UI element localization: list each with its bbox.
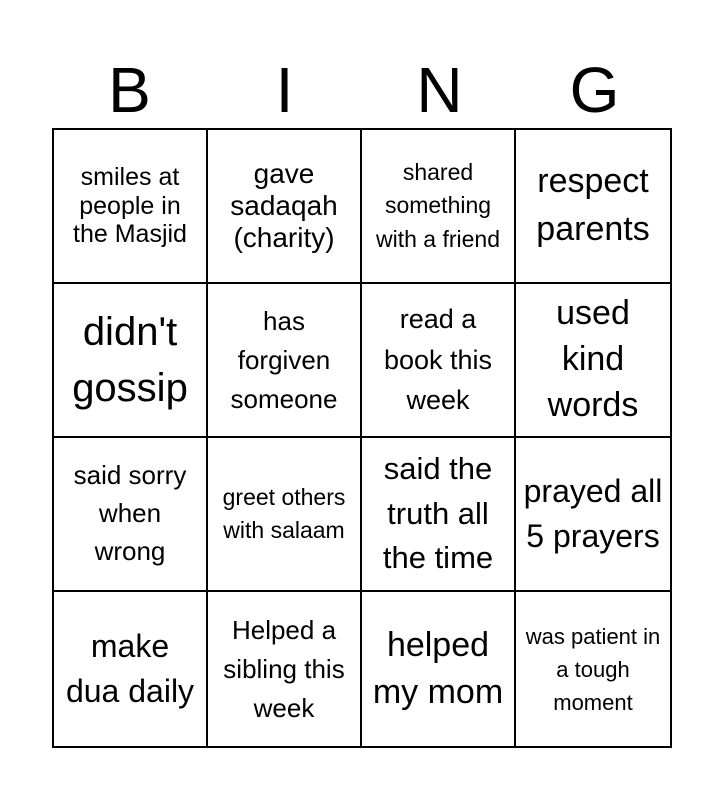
bingo-cell-7[interactable]: [362, 284, 516, 438]
header-letter-b: B: [108, 54, 151, 126]
cell-text: greet others with salaam: [222, 483, 346, 543]
bingo-cell-13[interactable]: [54, 592, 208, 746]
bingo-cell-5[interactable]: [54, 284, 208, 438]
header-letter-g: G: [569, 54, 620, 126]
cell-text: make dua daily: [65, 627, 195, 709]
bingo-cell-8[interactable]: [516, 284, 670, 438]
cell-text: smiles at people in the Masjid: [73, 162, 187, 249]
header-letter-i: I: [275, 54, 294, 126]
bingo-cell-4[interactable]: [516, 130, 670, 284]
bingo-cell-14[interactable]: [208, 592, 362, 746]
bingo-header: [52, 52, 672, 128]
cell-text: read a book this week: [383, 304, 493, 416]
bingo-cell-2[interactable]: [208, 130, 362, 284]
cell-text: has forgiven someone: [230, 305, 338, 414]
cell-text: said sorry when wrong: [73, 460, 187, 566]
cell-text: respect parents: [536, 162, 650, 248]
bingo-cell-1[interactable]: [54, 130, 208, 284]
cell-text: shared something with a friend: [375, 158, 500, 252]
header-letter-n: N: [416, 54, 463, 126]
cell-text: prayed all 5 prayers: [523, 472, 663, 554]
bingo-cell-12[interactable]: [516, 438, 670, 592]
cell-text: was patient in a tough moment: [525, 623, 661, 715]
bingo-cell-3[interactable]: [362, 130, 516, 284]
cell-text: helped my mom: [372, 626, 504, 711]
bingo-cell-15[interactable]: [362, 592, 516, 746]
cell-text: used kind words: [547, 294, 639, 424]
bingo-cell-6[interactable]: [208, 284, 362, 438]
cell-text: said the truth all the time: [382, 450, 494, 576]
cell-text: didn't gossip: [72, 310, 188, 410]
bingo-board: [52, 128, 672, 748]
bingo-cell-9[interactable]: [54, 438, 208, 592]
bingo-cell-10[interactable]: [208, 438, 362, 592]
cell-text: Helped a sibling this week: [223, 614, 345, 723]
bingo-cell-16[interactable]: [516, 592, 670, 746]
cell-text: gave sadaqah (charity): [230, 157, 338, 254]
bingo-cell-11[interactable]: [362, 438, 516, 592]
